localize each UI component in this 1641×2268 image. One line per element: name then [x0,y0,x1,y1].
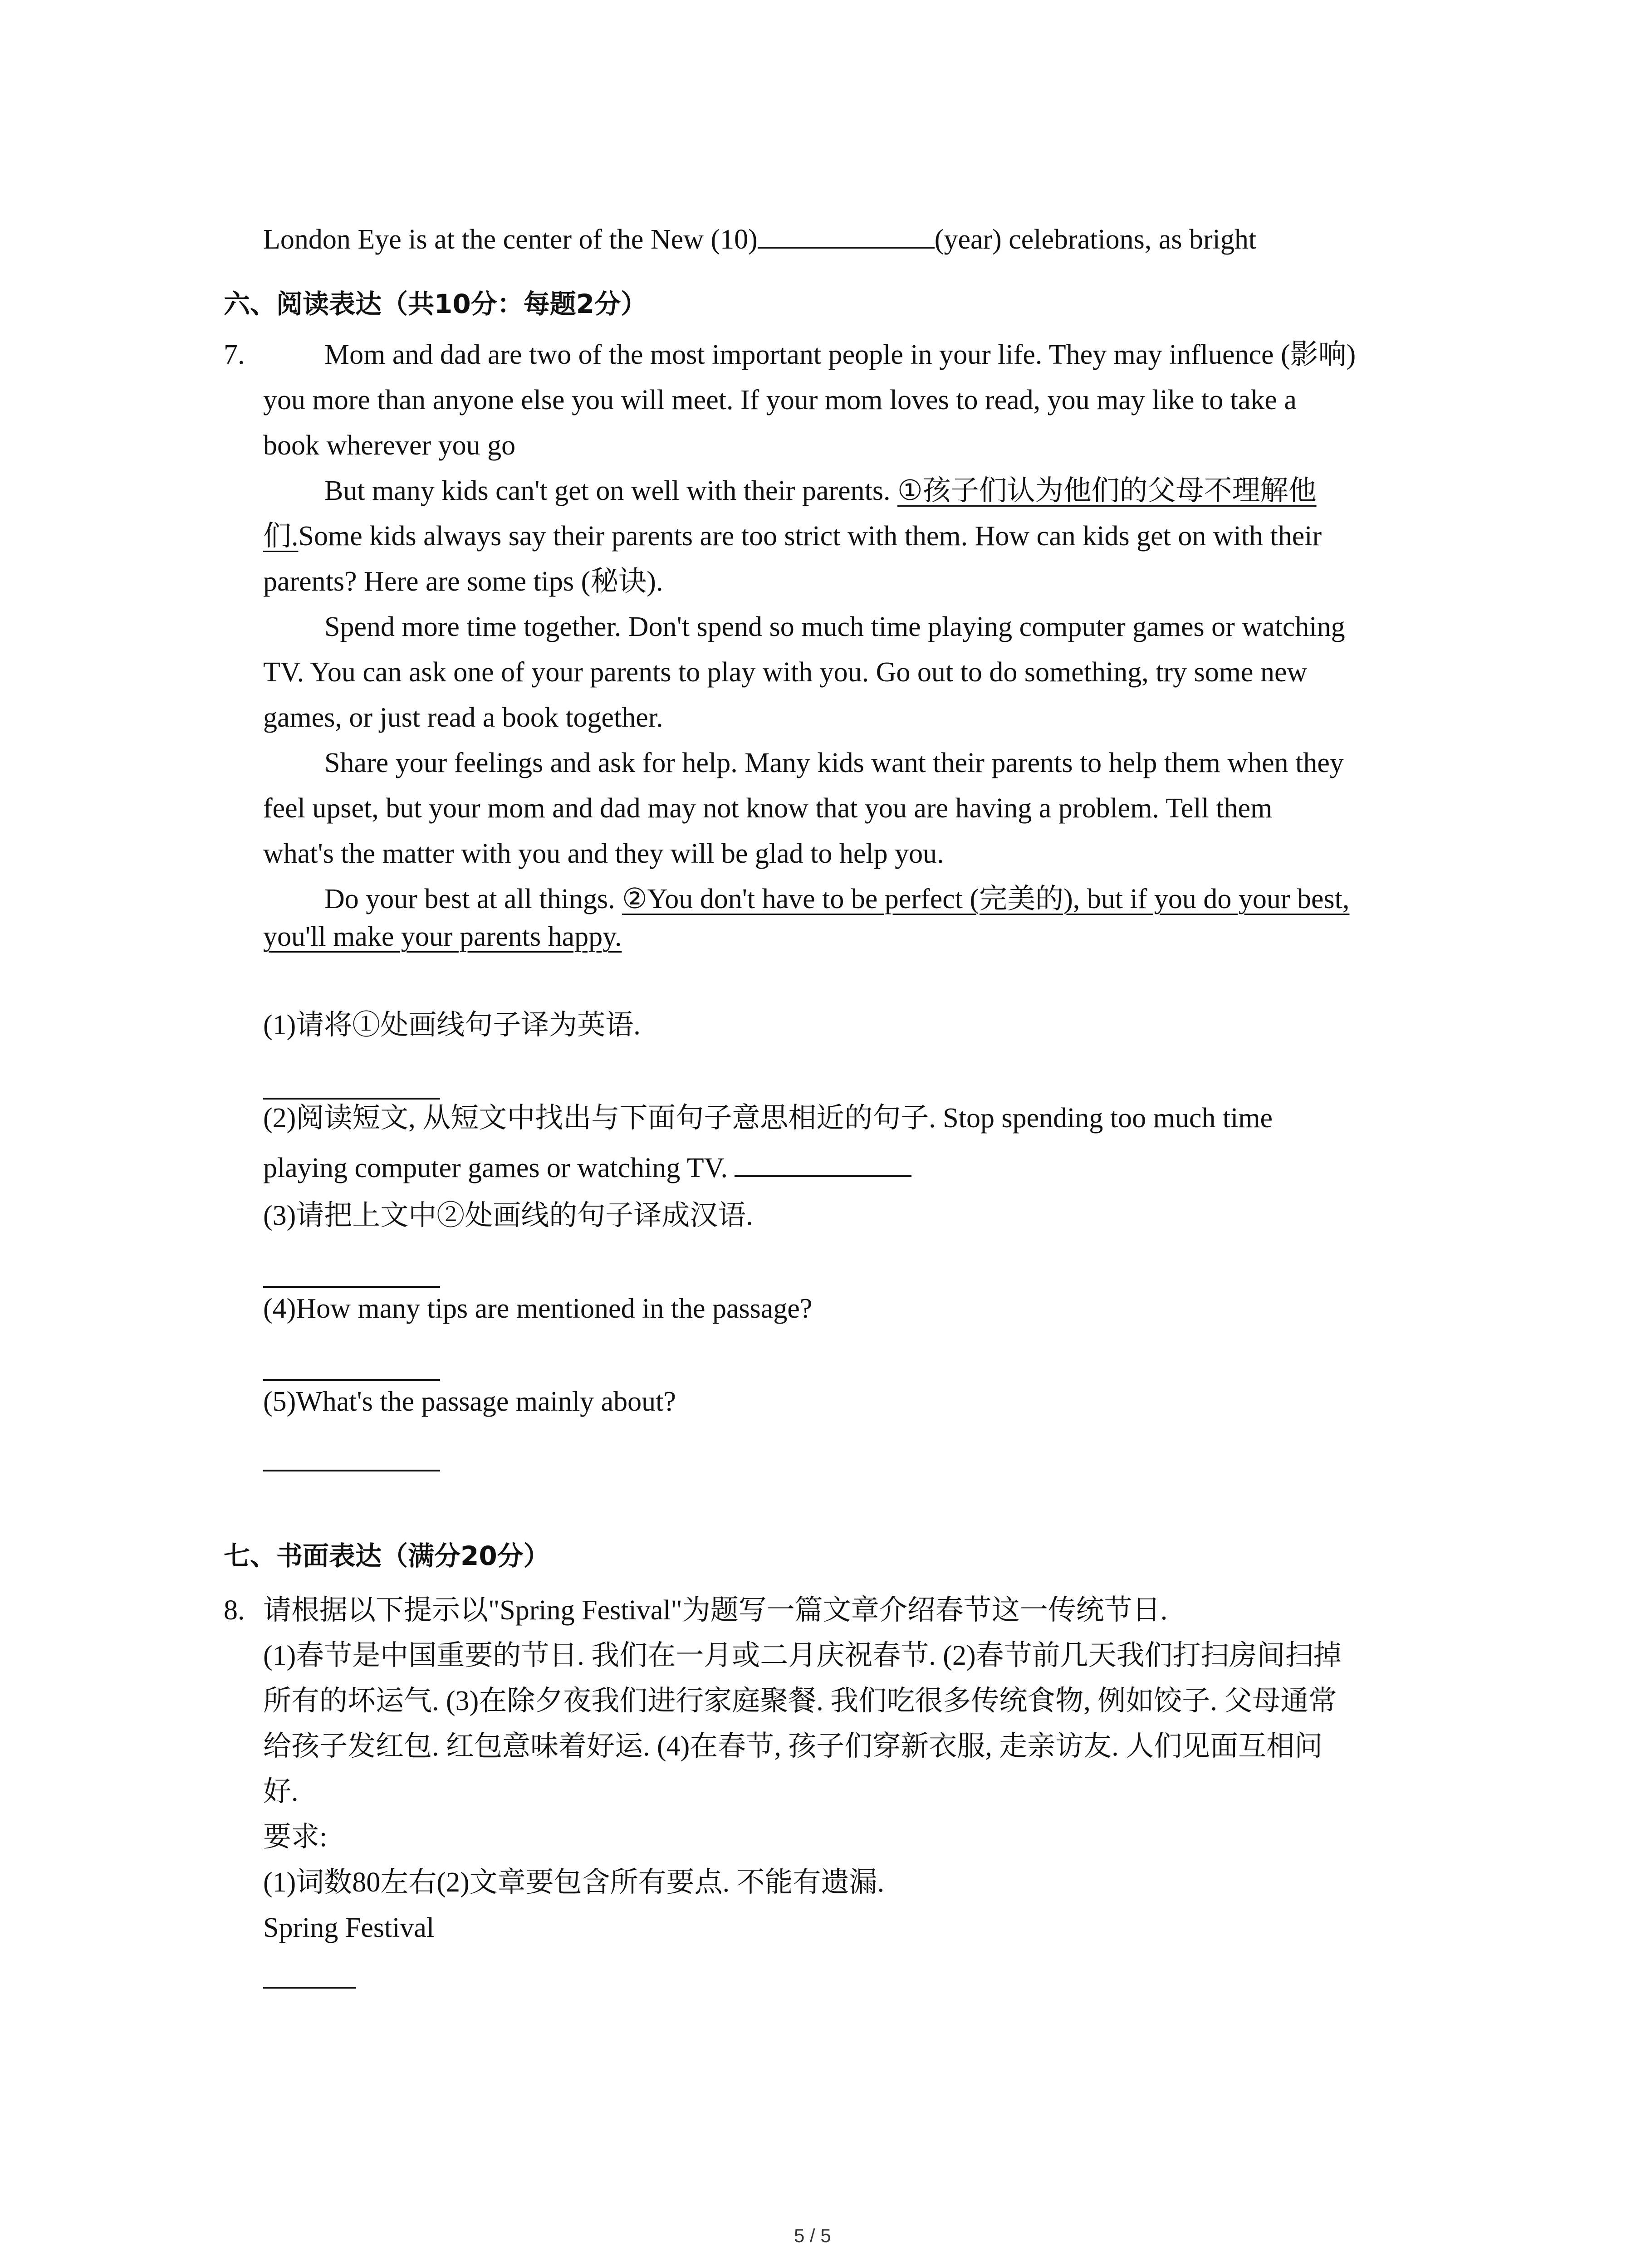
passage-p2-line1 [324,468,1317,513]
passage-p2-line2 [263,513,1322,559]
passage-p3-line2: TV. You can ask one of your parents to play with you. Go out to do something, try some new [263,657,1308,688]
passage-p1-line3: book wherever you go [263,430,516,461]
underlined-sentence-1-part2: 们. [263,521,299,552]
top-fragment-before: London Eye is at the center of the New (10) [263,224,758,255]
writing-prompt-line3: 所有的坏运气. (3)在除夕夜我们进行家庭聚餐. 我们吃很多传统食物, 例如饺子. 父母通常 [263,1686,1337,1716]
essay-title: Spring Festival [263,1912,435,1943]
underlined-sentence-2-part2: you'll make your parents happy. [263,921,622,952]
passage-p4-line1: Share your feelings and ask for help. Many kids want their parents to help them when they [324,748,1344,778]
requirements-text: (1)词数80左右(2)文章要包含所有要点. 不能有遗漏. [263,1867,885,1898]
top-fragment-after: (year) celebrations, as bright [934,224,1257,255]
passage-p3-line3: games, or just read a book together. [263,702,663,733]
writing-prompt-line5: 好. [263,1776,299,1807]
writing-prompt-line4: 给孩子发红包. 红包意味着好运. (4)在春节, 孩子们穿新衣服, 走亲访友. 人们见面互相问 [263,1731,1323,1762]
passage-p2-line3: parents? Here are some tips (秘诀). [263,566,663,597]
top-fragment-line [263,217,1256,262]
subquestion-3: (3)请把上文中②处画线的句子译成汉语. [263,1200,753,1231]
requirements-label: 要求: [263,1822,328,1853]
essay-answer-blank[interactable] [263,1987,356,1989]
subquestion-2-line2 [263,1145,911,1191]
subquestion-2-text: playing computer games or watching TV. [263,1153,728,1183]
section7-heading: 七、书面表达（满分20分） [224,1540,550,1571]
answer-blank-q2[interactable] [735,1148,911,1177]
passage-p4-line3: what's the matter with you and they will be glad to help you. [263,838,944,869]
question8-number: 8. [224,1595,245,1626]
passage-p2-rest: Some kids always say their parents are too strict with them. How can kids get on with their [298,521,1322,552]
passage-p4-line2: feel upset, but your mom and dad may not know that you are having a problem. Tell them [263,793,1273,824]
question7-number: 7. [224,339,245,370]
passage-p3-line1: Spend more time together. Don't spend so much time playing computer games or watching [324,611,1345,642]
answer-blank-10[interactable] [758,220,935,249]
passage-p1-line2: you more than anyone else you will meet. If your mom loves to read, you may like to take a [263,385,1297,415]
passage-p5-line2 [263,914,622,959]
writing-prompt-line1: 请根据以下提示以"Spring Festival"为题写一篇文章介绍春节这一传统节日. [263,1595,1168,1626]
subquestion-2-line1: (2)阅读短文, 从短文中找出与下面句子意思相近的句子. Stop spending too much time [263,1103,1273,1134]
writing-prompt-line2: (1)春节是中国重要的节日. 我们在一月或二月庆祝春节. (2)春节前几天我们打扫房间扫掉 [263,1640,1342,1671]
passage-p2-lead: But many kids can't get on well with their parents. [324,475,897,506]
section6-heading: 六、阅读表达（共10分：每题2分） [224,288,647,319]
underlined-sentence-2-part1: ②You don't have to be perfect (完美的), but if you do your best, [622,884,1350,914]
passage-p1-line1: Mom and dad are two of the most important people in your life. They may influence (影响) [324,339,1356,370]
subquestion-5: (5)What's the passage mainly about? [263,1386,676,1417]
subquestion-1: (1)请将①处画线句子译为英语. [263,1010,641,1041]
page-number: 5 / 5 [794,2225,831,2246]
passage-p5-lead: Do your best at all things. [324,884,622,914]
answer-blank-q5[interactable] [263,1470,440,1471]
subquestion-4: (4)How many tips are mentioned in the passage? [263,1293,813,1324]
underlined-sentence-1-part1: ①孩子们认为他们的父母不理解他 [897,475,1317,506]
